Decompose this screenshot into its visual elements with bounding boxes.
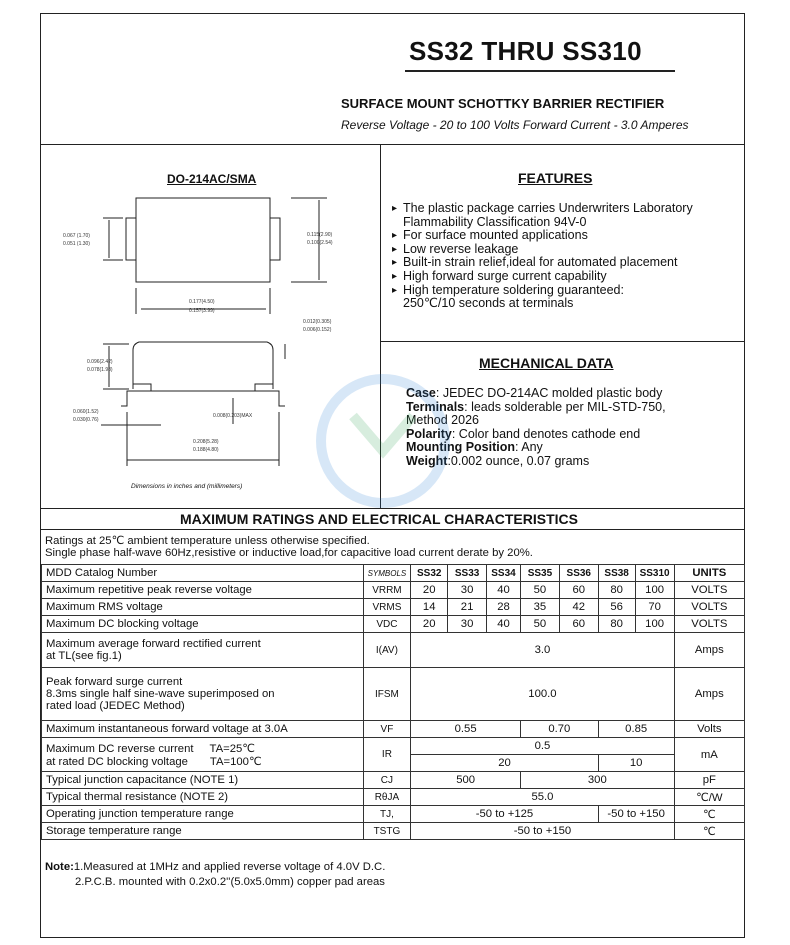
row-symbol: RθJA bbox=[363, 789, 411, 806]
row-label-line: Peak forward surge current bbox=[46, 676, 183, 688]
part-header: SS36 bbox=[559, 565, 598, 582]
dim-label: 0.208(5.28) bbox=[193, 439, 219, 445]
row-symbol: TJ, bbox=[363, 806, 411, 823]
row-symbol: IR bbox=[363, 738, 411, 772]
dim-label: 0.006(0.152) bbox=[303, 327, 332, 333]
table-row bbox=[42, 789, 745, 806]
symbols-header: SYMBOLS bbox=[363, 565, 411, 582]
table-cell: 50 bbox=[521, 616, 560, 633]
row-unit: pF bbox=[674, 772, 744, 789]
notes bbox=[45, 860, 385, 890]
weight-label: Weight bbox=[406, 453, 448, 468]
table-cell: 14 bbox=[411, 599, 448, 616]
table-header-row bbox=[42, 565, 745, 582]
weight-text: :0.002 ounce, 0.07 grams bbox=[447, 453, 590, 468]
row-symbol: VRMS bbox=[363, 599, 411, 616]
table-cell: 0.55 bbox=[411, 721, 521, 738]
subtitle: SURFACE MOUNT SCHOTTKY BARRIER RECTIFIER bbox=[341, 96, 665, 111]
row-label bbox=[42, 633, 364, 668]
row-label: Maximum repetitive peak reverse voltage bbox=[42, 582, 364, 599]
page-title: SS32 THRU SS310 bbox=[409, 36, 642, 66]
feature-item: ▸ Low reverse leakage bbox=[392, 243, 693, 257]
row-symbol: CJ bbox=[363, 772, 411, 789]
table-cell: 3.0 bbox=[411, 633, 674, 668]
table-cell: -50 to +150 bbox=[411, 823, 674, 840]
table-cell: 100 bbox=[635, 582, 674, 599]
mechanical-heading: MECHANICAL DATA bbox=[479, 355, 614, 371]
table-cell: -50 to +150 bbox=[598, 806, 674, 823]
table-row bbox=[42, 738, 745, 755]
row-unit: ℃/W bbox=[674, 789, 744, 806]
polarity-text: : Color band denotes cathode end bbox=[451, 426, 641, 441]
row-symbol: VF bbox=[363, 721, 411, 738]
row-label bbox=[42, 738, 364, 772]
terminals-text: : leads solderable per MIL-STD-750, bbox=[464, 399, 666, 414]
dim-label: 0.008(0.203)MAX bbox=[213, 413, 253, 419]
row-symbol: VDC bbox=[363, 616, 411, 633]
terminals-label: Terminals bbox=[406, 399, 465, 414]
dim-label: 0.078(1.98) bbox=[87, 367, 113, 373]
row-unit: VOLTS bbox=[674, 599, 744, 616]
note-1: 1.Measured at 1MHz and applied reverse voltage of 4.0V D.C. bbox=[73, 861, 386, 873]
row-label: Maximum RMS voltage bbox=[42, 599, 364, 616]
polarity-label: Polarity bbox=[406, 426, 452, 441]
row-label: Maximum DC blocking voltage bbox=[42, 616, 364, 633]
table-cell: 21 bbox=[448, 599, 487, 616]
table-cell: 30 bbox=[448, 616, 487, 633]
table-cell: 0.85 bbox=[598, 721, 674, 738]
part-header: SS34 bbox=[487, 565, 521, 582]
row-label: Typical thermal resistance (NOTE 2) bbox=[42, 789, 364, 806]
row-unit: Amps bbox=[674, 633, 744, 668]
row-label-line: Maximum DC reverse current bbox=[46, 742, 194, 755]
row-label: Storage temperature range bbox=[42, 823, 364, 840]
notes-label: Note: bbox=[45, 861, 74, 873]
table-row bbox=[42, 806, 745, 823]
table-cell: 70 bbox=[635, 599, 674, 616]
units-header: UNITS bbox=[674, 565, 744, 582]
table-row bbox=[42, 582, 745, 599]
row-symbol: IFSM bbox=[363, 668, 411, 721]
table-cell: 60 bbox=[559, 616, 598, 633]
row-label: Operating junction temperature range bbox=[42, 806, 364, 823]
dim-label: 0.067 (1.70) bbox=[63, 233, 90, 239]
table-row bbox=[42, 823, 745, 840]
row-unit: VOLTS bbox=[674, 582, 744, 599]
row-label-line: at rated DC blocking voltage bbox=[46, 755, 188, 768]
dim-label: 0.060(1.52) bbox=[73, 409, 99, 415]
table-cell: 42 bbox=[559, 599, 598, 616]
row-unit: ℃ bbox=[674, 806, 744, 823]
ratings-note: Ratings at 25℃ ambient temperature unless otherwise specified. bbox=[45, 535, 370, 547]
row-unit: mA bbox=[674, 738, 744, 772]
dim-label: 0.051 (1.30) bbox=[63, 241, 90, 247]
divider bbox=[380, 341, 745, 342]
table-cell: 100.0 bbox=[411, 668, 674, 721]
package-name: DO-214AC/SMA bbox=[167, 172, 257, 186]
table-row bbox=[42, 721, 745, 738]
dim-label: 0.030(0.76) bbox=[73, 417, 99, 423]
table-cell: 500 bbox=[411, 772, 521, 789]
feature-item: ▸ High temperature soldering guaranteed: bbox=[392, 284, 693, 298]
table-cell: 30 bbox=[448, 582, 487, 599]
mounting-text: : Any bbox=[515, 440, 543, 455]
datasheet bbox=[40, 13, 745, 938]
row-unit: Volts bbox=[674, 721, 744, 738]
table-cell: 20 bbox=[411, 755, 598, 772]
feature-item: ▸ High forward surge current capability bbox=[392, 270, 693, 284]
terminals-cont: Method 2026 bbox=[406, 413, 479, 428]
table-cell: 28 bbox=[487, 599, 521, 616]
table-cell: 10 bbox=[598, 755, 674, 772]
subline: Reverse Voltage - 20 to 100 Volts Forward Current - 3.0 Amperes bbox=[341, 118, 689, 132]
mounting-label: Mounting Position bbox=[406, 440, 516, 455]
table-row bbox=[42, 772, 745, 789]
dim-label: 0.115(2.90) bbox=[307, 232, 333, 238]
catalog-header: MDD Catalog Number bbox=[42, 565, 364, 582]
row-symbol: TSTG bbox=[363, 823, 411, 840]
characteristics-table bbox=[41, 564, 745, 840]
table-row bbox=[42, 599, 745, 616]
feature-item-cont: 250℃/10 seconds at terminals bbox=[403, 296, 574, 311]
divider bbox=[41, 144, 745, 145]
table-row bbox=[42, 633, 745, 668]
row-symbol: I(AV) bbox=[363, 633, 411, 668]
table-cell: 300 bbox=[521, 772, 675, 789]
table-row bbox=[42, 616, 745, 633]
ratings-note: Single phase half-wave 60Hz,resistive or inductive load,for capacitive load current derate by 20%. bbox=[45, 547, 533, 559]
row-unit: ℃ bbox=[674, 823, 744, 840]
row-unit: VOLTS bbox=[674, 616, 744, 633]
row-label bbox=[42, 668, 364, 721]
dim-label: 0.096(2.42) bbox=[87, 359, 113, 365]
row-label: Typical junction capacitance (NOTE 1) bbox=[42, 772, 364, 789]
table-cell: 0.5 bbox=[411, 738, 674, 755]
part-header: SS38 bbox=[598, 565, 635, 582]
table-cell: 60 bbox=[559, 582, 598, 599]
row-label-line: at TL(see fig.1) bbox=[46, 650, 122, 662]
dim-label: 0.012(0.305) bbox=[303, 319, 332, 325]
table-cell: -50 to +125 bbox=[411, 806, 598, 823]
table-row bbox=[42, 668, 745, 721]
feature-item: ▸ Built-in strain relief,ideal for automated placement bbox=[392, 256, 693, 270]
row-unit: Amps bbox=[674, 668, 744, 721]
row-label: Maximum instantaneous forward voltage at 3.0A bbox=[42, 721, 364, 738]
table-cell: 50 bbox=[521, 582, 560, 599]
watermark-logo bbox=[313, 371, 453, 521]
table-cell: 80 bbox=[598, 582, 635, 599]
table-cell: 20 bbox=[411, 616, 448, 633]
row-label-cond: TA=25℃ bbox=[209, 742, 255, 755]
dim-label: 0.157(3.99) bbox=[189, 308, 215, 314]
feature-item-cont: Flammability Classification 94V-0 bbox=[403, 214, 587, 229]
row-label-line: Maximum average forward rectified current bbox=[46, 638, 261, 650]
row-symbol: VRRM bbox=[363, 582, 411, 599]
table-cell: 40 bbox=[487, 616, 521, 633]
dim-label: 0.100(2.54) bbox=[307, 240, 333, 246]
table-cell: 0.70 bbox=[521, 721, 599, 738]
features-list bbox=[392, 202, 693, 311]
table-cell: 55.0 bbox=[411, 789, 674, 806]
table-cell: 20 bbox=[411, 582, 448, 599]
ratings-heading: MAXIMUM RATINGS AND ELECTRICAL CHARACTERISTICS bbox=[180, 511, 578, 527]
features-heading: FEATURES bbox=[518, 170, 593, 186]
row-label-line: 8.3ms single half sine-wave superimposed on bbox=[46, 688, 275, 700]
table-cell: 35 bbox=[521, 599, 560, 616]
part-header: SS35 bbox=[521, 565, 560, 582]
case-label: Case bbox=[406, 386, 436, 400]
row-label-line: rated load (JEDEC Method) bbox=[46, 700, 185, 712]
dim-caption: Dimensions in inches and (millimeters) bbox=[131, 483, 243, 490]
table-cell: 80 bbox=[598, 616, 635, 633]
case-text: : JEDEC DO-214AC molded plastic body bbox=[435, 386, 663, 400]
table-cell: 56 bbox=[598, 599, 635, 616]
row-label-cond: TA=100℃ bbox=[209, 755, 262, 768]
feature-item: ▸ For surface mounted applications bbox=[392, 229, 693, 243]
table-cell: 100 bbox=[635, 616, 674, 633]
table-cell: 40 bbox=[487, 582, 521, 599]
part-header: SS33 bbox=[448, 565, 487, 582]
title-underline bbox=[405, 70, 675, 72]
part-header: SS310 bbox=[635, 565, 674, 582]
divider bbox=[41, 529, 745, 530]
part-header: SS32 bbox=[411, 565, 448, 582]
note-2: 2.P.C.B. mounted with 0.2x0.2''(5.0x5.0mm) copper pad areas bbox=[75, 876, 385, 888]
dim-label: 0.188(4.80) bbox=[193, 447, 219, 453]
feature-item: ▸ The plastic package carries Underwriters Laboratory bbox=[392, 202, 693, 216]
dim-label: 0.177(4.50) bbox=[189, 299, 215, 305]
